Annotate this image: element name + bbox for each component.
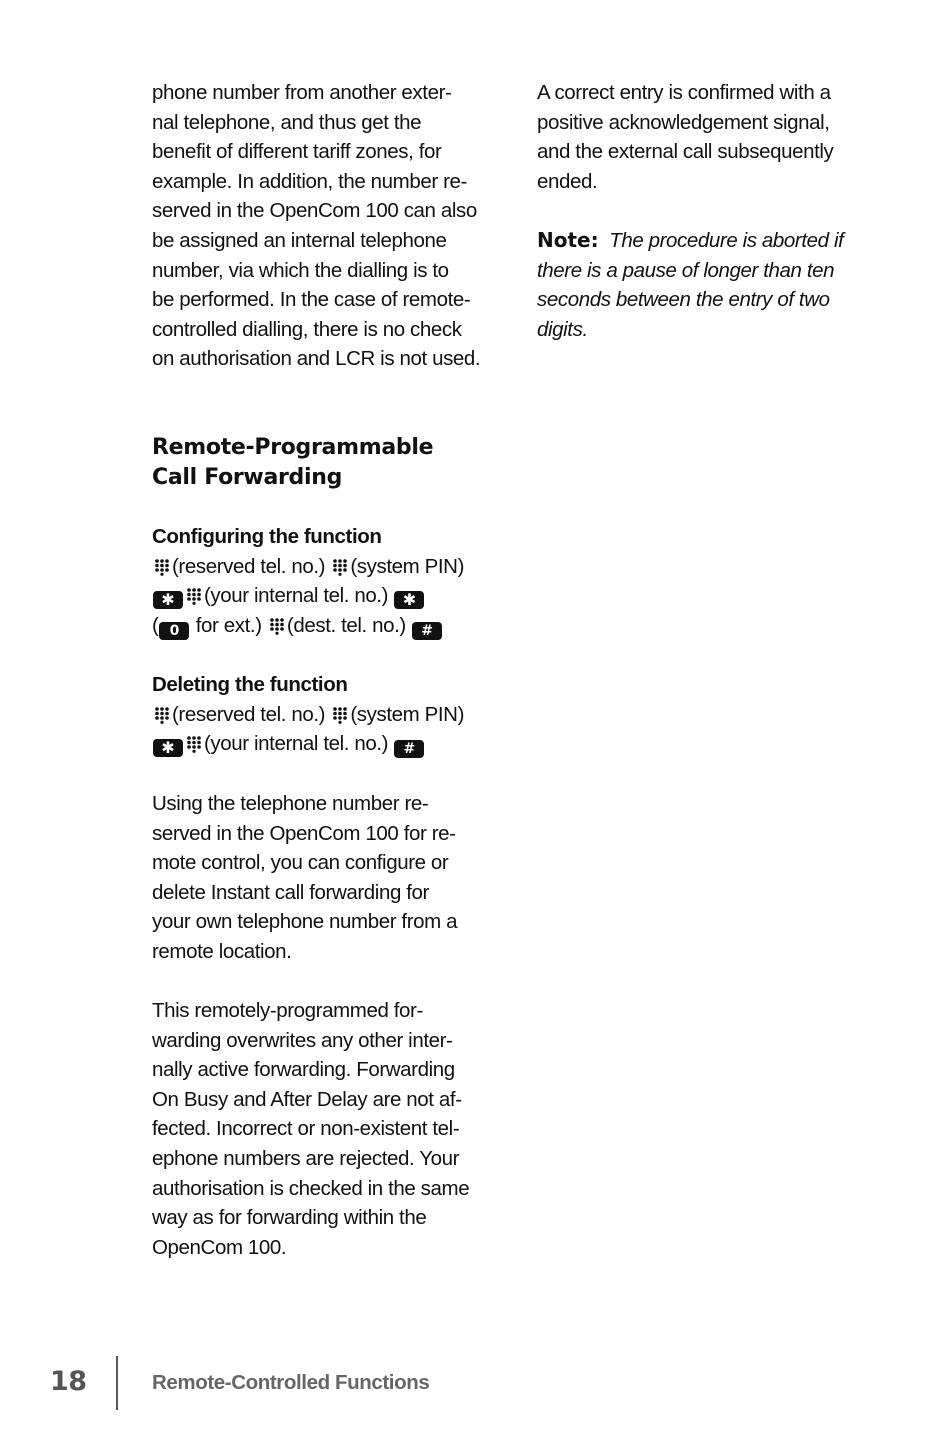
text-line: On Busy and After Delay are not af- bbox=[152, 1087, 462, 1111]
reserved-label: (reserved tel. no.) bbox=[172, 554, 326, 578]
footer-divider bbox=[116, 1356, 118, 1410]
keypad-icon bbox=[186, 735, 202, 753]
keypad-icon bbox=[186, 587, 202, 605]
text-line: nal telephone, and thus get the bbox=[152, 110, 422, 134]
text-line: number, via which the dialling is to bbox=[152, 258, 449, 282]
keypad-icon bbox=[332, 706, 348, 724]
note-label: Note: bbox=[537, 227, 599, 252]
text-line: on authorisation and LCR is not used. bbox=[152, 347, 481, 371]
keypad-icon bbox=[154, 558, 170, 576]
text-line: mote control, you can configure or bbox=[152, 851, 449, 875]
text-line: nally active forwarding. Forwarding bbox=[152, 1058, 455, 1082]
text-line: benefit of different tariff zones, for bbox=[152, 140, 442, 164]
text-line: served in the OpenCom 100 for re- bbox=[152, 821, 456, 845]
heading-line: Call Forwarding bbox=[152, 464, 343, 490]
left-intro-paragraph bbox=[152, 78, 482, 374]
system-pin-label: (system PIN) bbox=[350, 554, 464, 578]
reserved-label: (reserved tel. no.) bbox=[172, 702, 326, 726]
text-line: ephone numbers are rejected. Your bbox=[152, 1146, 460, 1170]
text-line: your own telephone number from a bbox=[152, 910, 458, 934]
text-line: remote location. bbox=[152, 939, 292, 963]
hash-key-icon: # bbox=[412, 622, 442, 640]
text-line: Using the telephone number re- bbox=[152, 792, 429, 815]
delete-step-2 bbox=[152, 729, 492, 759]
note-text: there is a pause of longer than ten bbox=[537, 258, 835, 282]
footer-section-title: Remote-Controlled Functions bbox=[152, 1371, 430, 1394]
delete-title: Deleting the function bbox=[152, 673, 348, 696]
text-line: and the external call subsequently bbox=[537, 140, 834, 164]
star-key-icon: ✱ bbox=[394, 591, 424, 609]
internal-label: (your internal tel. no.) bbox=[204, 584, 389, 608]
star-key-icon: ✱ bbox=[153, 739, 183, 757]
usage-paragraph bbox=[152, 789, 492, 967]
note-text: digits. bbox=[537, 317, 588, 341]
text-line: way as for forwarding within the bbox=[152, 1206, 427, 1230]
text-line: delete Instant call forwarding for bbox=[152, 880, 429, 904]
internal-label: (your internal tel. no.) bbox=[204, 732, 389, 756]
text-line: example. In addition, the number re- bbox=[152, 169, 467, 193]
keypad-icon bbox=[269, 617, 285, 635]
star-key-icon: ✱ bbox=[153, 591, 183, 609]
text-line: warding overwrites any other inter- bbox=[152, 1028, 453, 1052]
page-number: 18 bbox=[50, 1366, 87, 1397]
text-line: served in the OpenCom 100 can also bbox=[152, 199, 477, 223]
text-line: authorisation is checked in the same bbox=[152, 1176, 470, 1200]
text-line: ended. bbox=[537, 169, 598, 193]
dest-label: (dest. tel. no.) bbox=[286, 613, 406, 637]
keypad-icon bbox=[154, 706, 170, 724]
section-heading bbox=[152, 433, 482, 492]
configure-step-1 bbox=[152, 552, 492, 582]
overwrite-paragraph bbox=[152, 996, 492, 1262]
configure-step-3 bbox=[152, 611, 492, 641]
configure-title: Configuring the function bbox=[152, 525, 382, 548]
text-line: phone number from another exter- bbox=[152, 81, 452, 104]
system-pin-label: (system PIN) bbox=[350, 702, 464, 726]
text-line: A correct entry is confirmed with a bbox=[537, 81, 831, 104]
text-line: fected. Incorrect or non-existent tel- bbox=[152, 1117, 460, 1141]
text-line: be assigned an internal telephone bbox=[152, 228, 447, 252]
text-line: be performed. In the case of remote- bbox=[152, 288, 471, 312]
hash-key-icon: # bbox=[394, 740, 424, 758]
note-first-line bbox=[537, 226, 867, 256]
heading-line: Remote-Programmable bbox=[152, 435, 434, 460]
open-paren: ( bbox=[152, 613, 159, 637]
text-line: This remotely-programmed for- bbox=[152, 999, 423, 1022]
configure-step-2 bbox=[152, 581, 492, 611]
delete-step-1 bbox=[152, 700, 492, 730]
note-text: seconds between the entry of two bbox=[537, 288, 830, 312]
delete-block bbox=[152, 670, 492, 759]
text-line: controlled dialling, there is no check bbox=[152, 317, 462, 341]
text-line: positive acknowledgement signal, bbox=[537, 110, 830, 134]
note-text: The procedure is aborted if bbox=[609, 228, 844, 252]
configure-block bbox=[152, 522, 492, 640]
zero-key-icon: 0 bbox=[159, 622, 189, 640]
text-line: OpenCom 100. bbox=[152, 1235, 287, 1259]
for-ext-label: for ext.) bbox=[195, 613, 262, 637]
note-paragraph bbox=[537, 226, 867, 344]
right-column bbox=[537, 78, 867, 344]
confirmation-paragraph bbox=[537, 78, 867, 196]
keypad-icon bbox=[332, 558, 348, 576]
